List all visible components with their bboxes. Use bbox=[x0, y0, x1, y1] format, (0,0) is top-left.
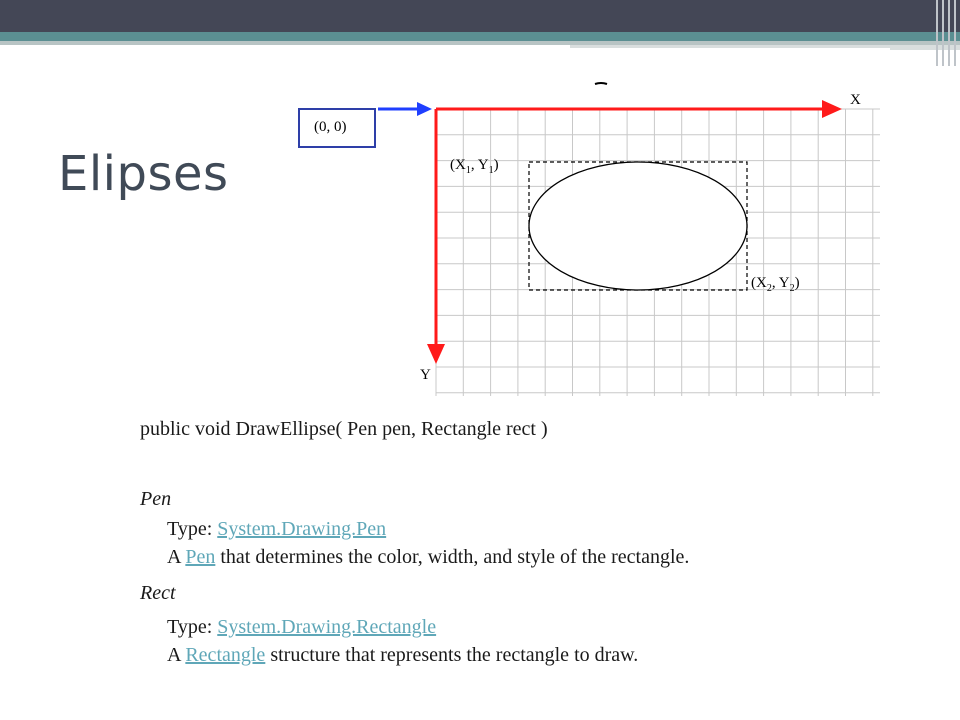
corner-decoration bbox=[932, 0, 960, 66]
point2-label: ($X_2$, $Y_2$) bbox=[751, 275, 800, 294]
param-name-pen: Pen bbox=[140, 488, 172, 510]
param-desc-rect: A Rectangle structure that represents the rectangle to draw. bbox=[167, 644, 639, 666]
param-type-pen: Type: System.Drawing.Pen bbox=[167, 518, 387, 540]
origin-pointer-arrowhead bbox=[417, 102, 432, 116]
point1-label: ($X_1$, $Y_1$) bbox=[450, 157, 499, 176]
slide-title: Elipses bbox=[58, 146, 229, 202]
header-highlight-line bbox=[570, 48, 890, 50]
rectangle-link[interactable]: Rectangle bbox=[185, 644, 266, 666]
rectangle-type-link[interactable]: System.Drawing.Rectangle bbox=[217, 616, 437, 638]
header-accent-band bbox=[0, 32, 960, 41]
method-signature: public void DrawEllipse( Pen pen, Rectangle rect ) bbox=[140, 418, 548, 440]
param-desc-pen: A Pen that determines the color, width, and style of the rectangle. bbox=[167, 546, 690, 568]
param-type-rect: Type: System.Drawing.Rectangle bbox=[167, 616, 437, 638]
pen-link[interactable]: Pen bbox=[185, 546, 216, 568]
origin-label: (0, 0) bbox=[314, 119, 347, 135]
param-name-rect: Rect bbox=[140, 582, 176, 604]
y-axis-arrowhead bbox=[427, 344, 445, 364]
diagram-canvas bbox=[296, 78, 890, 400]
diagram-top-mark bbox=[595, 83, 607, 84]
x-axis-arrowhead bbox=[822, 100, 842, 118]
pen-type-link[interactable]: System.Drawing.Pen bbox=[217, 518, 387, 540]
ellipse-shape bbox=[529, 162, 747, 290]
origin-label-box bbox=[298, 108, 376, 148]
header-band bbox=[0, 0, 960, 32]
x-axis-label: X bbox=[850, 92, 861, 108]
y-axis-label: Y bbox=[420, 367, 431, 383]
ellipse-coordinate-diagram bbox=[296, 78, 890, 400]
